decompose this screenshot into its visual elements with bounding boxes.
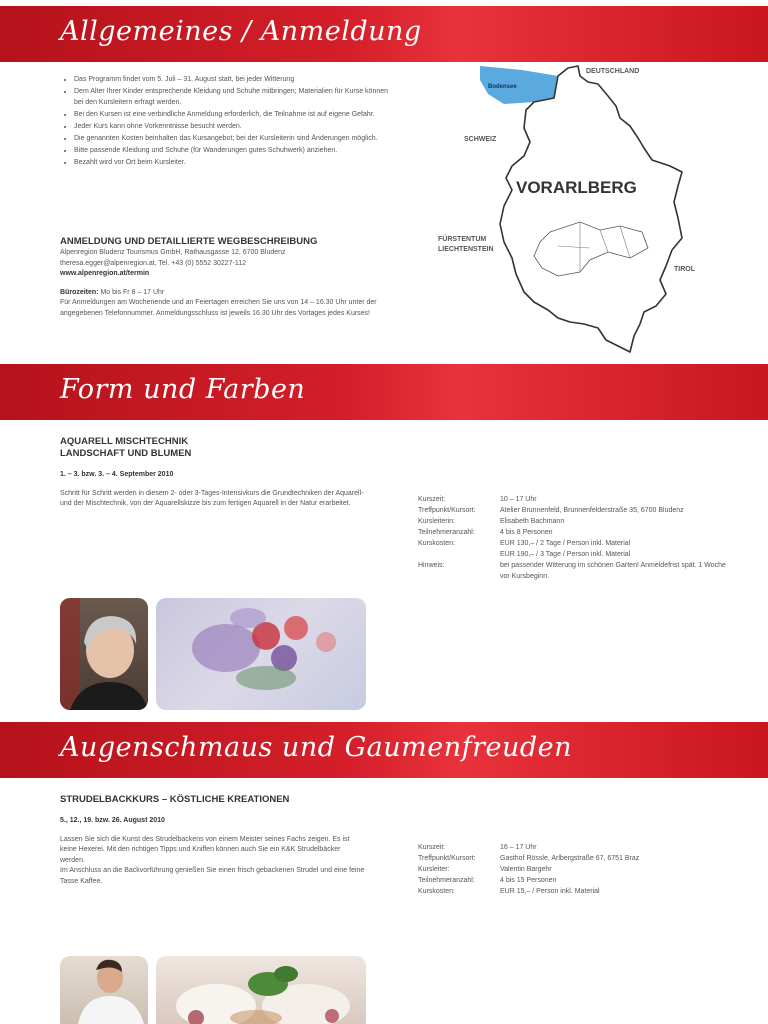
course-description: Schritt für Schritt werden in diesem 2- oder 3-Tages-Intensivkurs die Grundtechniken der Aquarell- und der Mischtechnik, von der Aquarellskizze bis zum fertigen Aquarell in der Natur erarbeitet. [60,489,364,507]
course-dates: 1. – 3. bzw. 3. – 4. September 2010 [60,471,174,478]
detail-key [418,549,500,560]
detail-value: 16 – 17 Uhr [500,844,537,851]
strudel-dessert-photo [156,956,366,1024]
registration-link[interactable]: www.alpenregion.at/termin [60,270,150,277]
painting-illustration [156,598,366,710]
course-dates: 5., 12., 19. bzw. 26. August 2010 [60,817,165,824]
office-hours-label: Bürozeiten: [60,288,99,296]
section-banner-allgemeines [0,6,768,62]
detail-row [418,886,728,897]
detail-value: bei passender Witterung im schönen Garten! Anmeldefrist spät. 1 Woche vor Kursbeginn. [500,562,726,580]
detail-row [418,516,728,527]
course-description: Lassen Sie sich die Kunst des Strudelbackens von einem Meister seines Fachs zeigen. Es ist keine Hexerei. Mit den richtigen Tipps und Kniffen können auch Sie ein K&K Strudelbäcker werden. [60,835,350,864]
course-heading-line-1: AQUARELL MISCHTECHNIK [60,436,189,447]
course-strudel [60,794,366,887]
detail-value: 10 – 17 Uhr [500,496,537,503]
watercolor-painting-photo [156,598,366,710]
registration-block [60,236,382,319]
info-bullet-list [60,74,396,169]
list-item: • Bezahlt wird vor Ort beim Kursleiter. [74,157,396,168]
section-banner-augenschmaus [0,722,768,778]
dessert-illustration [156,956,366,1024]
detail-key: Treffpunkt/Kursort: [418,855,476,862]
section-banner-form-farben [0,364,768,420]
list-item: • Jeder Kurs kann ohne Vorkenntnisse besucht werden. [74,121,396,132]
course-details-strudel [418,842,728,897]
detail-key: Kurskosten: [418,540,455,547]
course-description-2: Im Anschluss an die Backvorführung genießen Sie einen frisch gebackenen Strudel und eine feine Tasse Kaffee. [60,867,365,885]
detail-row [418,549,728,560]
registration-contact: theresa.egger@alpenregion.at, Tel. +43 (0) 5552 30227-112 [60,259,247,267]
detail-key: Kurskosten: [418,888,455,895]
map-label-liechtenstein-1: FÜRSTENTUM [438,236,487,243]
course-heading: STRUDELBACKKURS – KÖSTLICHE KREATIONEN [60,794,290,805]
list-item: • Dem Alter Ihrer Kinder entsprechende Kleidung und Schuhe mitbringen; Materialien für Kurse können bei den Kursleitern erfragt werden. [74,86,396,108]
map-label-bodensee: Bodensee [488,84,517,90]
region-divider [558,222,630,272]
chef-illustration [60,956,148,1024]
detail-value: Gasthof Rössle, Arlbergstraße 67, 6751 Braz [500,855,640,862]
detail-key: Teilnehmeranzahl: [418,877,475,884]
office-hours-value: Mo bis Fr 8 – 17 Uhr [100,288,165,296]
detail-key: Kursleiterin: [418,518,455,525]
region-outline [534,222,648,276]
detail-value: Elisabeth Bachmann [500,518,565,525]
detail-row [418,842,728,853]
chef-portrait-photo [60,956,148,1024]
detail-row [418,538,728,549]
detail-value: Atelier Brunnenfeld, Brunnenfelderstraße 35, 6700 Bludenz [500,507,684,514]
detail-value: EUR 15,– / Person inkl. Material [500,888,600,895]
vorarlberg-map [430,62,720,360]
map-label-deutschland: DEUTSCHLAND [586,68,640,75]
section-title: Augenschmaus und Gaumenfreuden [60,732,573,763]
detail-key: Hinweis: [418,562,445,569]
registration-address: Alpenregion Bludenz Tourismus GmbH, Rathausgasse 12, 6700 Bludenz [60,249,286,256]
detail-value: EUR 190,– / 3 Tage / Person inkl. Material [500,551,631,558]
detail-key: Kursleiter: [418,866,450,873]
detail-value: 4 bis 8 Personen [500,529,553,536]
detail-row [418,864,728,875]
detail-value: Valentin Bargehr [500,866,552,873]
detail-row [418,505,728,516]
detail-value: 4 bis 15 Personen [500,877,557,884]
map-graphic [430,62,720,360]
section-title: Allgemeines / Anmeldung [60,16,422,47]
course-aquarell [60,436,366,510]
detail-key: Treffpunkt/Kursort: [418,507,476,514]
detail-row [418,853,728,864]
course-details-aquarell [418,494,728,582]
office-hours-note: Für Anmeldungen am Wochenende und an Feiertagen erreichen Sie uns von 14 – 16.30 Uhr unter der angegebenen Telefonnummer. Anmeldungsschluss ist jeweils 16.30 Uhr des Vortages jedes Kurses! [60,299,377,317]
course-heading-line-2: LANDSCHAFT UND BLUMEN [60,448,192,459]
detail-key: Kurszeit: [418,844,446,851]
map-label-liechtenstein-2: LIECHTENSTEIN [438,246,494,253]
section-title: Form und Farben [60,374,306,405]
detail-row [418,527,728,538]
list-item: • Das Programm findet vom 5. Juli – 31. August statt, bei jeder Witterung [74,74,396,85]
list-item: • Die genannten Kosten beinhalten das Kursangebot; bei der Kursleiterin sind Änderungen möglich. [74,133,396,144]
list-item: • Bitte passende Kleidung und Schuhe (für Wanderungen gutes Schuhwerk) anziehen. [74,145,396,156]
map-label-schweiz: SCHWEIZ [464,136,497,143]
detail-key: Kurszeit: [418,496,446,503]
detail-row [418,494,728,505]
registration-heading: ANMELDUNG UND DETAILLIERTE WEGBESCHREIBUNG [60,236,318,247]
detail-row [418,560,728,582]
map-title: VORARLBERG [516,178,637,197]
map-label-tirol: TIROL [674,266,695,273]
detail-row [418,875,728,886]
office-hours [60,288,382,299]
detail-value: EUR 130,– / 2 Tage / Person inkl. Material [500,540,631,547]
portrait-illustration [60,598,148,710]
instructor-portrait-photo [60,598,148,710]
list-item: • Bei den Kursen ist eine verbindliche Anmeldung erforderlich, die Teilnahme ist auf eigene Gefahr. [74,109,396,120]
detail-key: Teilnehmeranzahl: [418,529,475,536]
vorarlberg-outline [500,66,682,352]
